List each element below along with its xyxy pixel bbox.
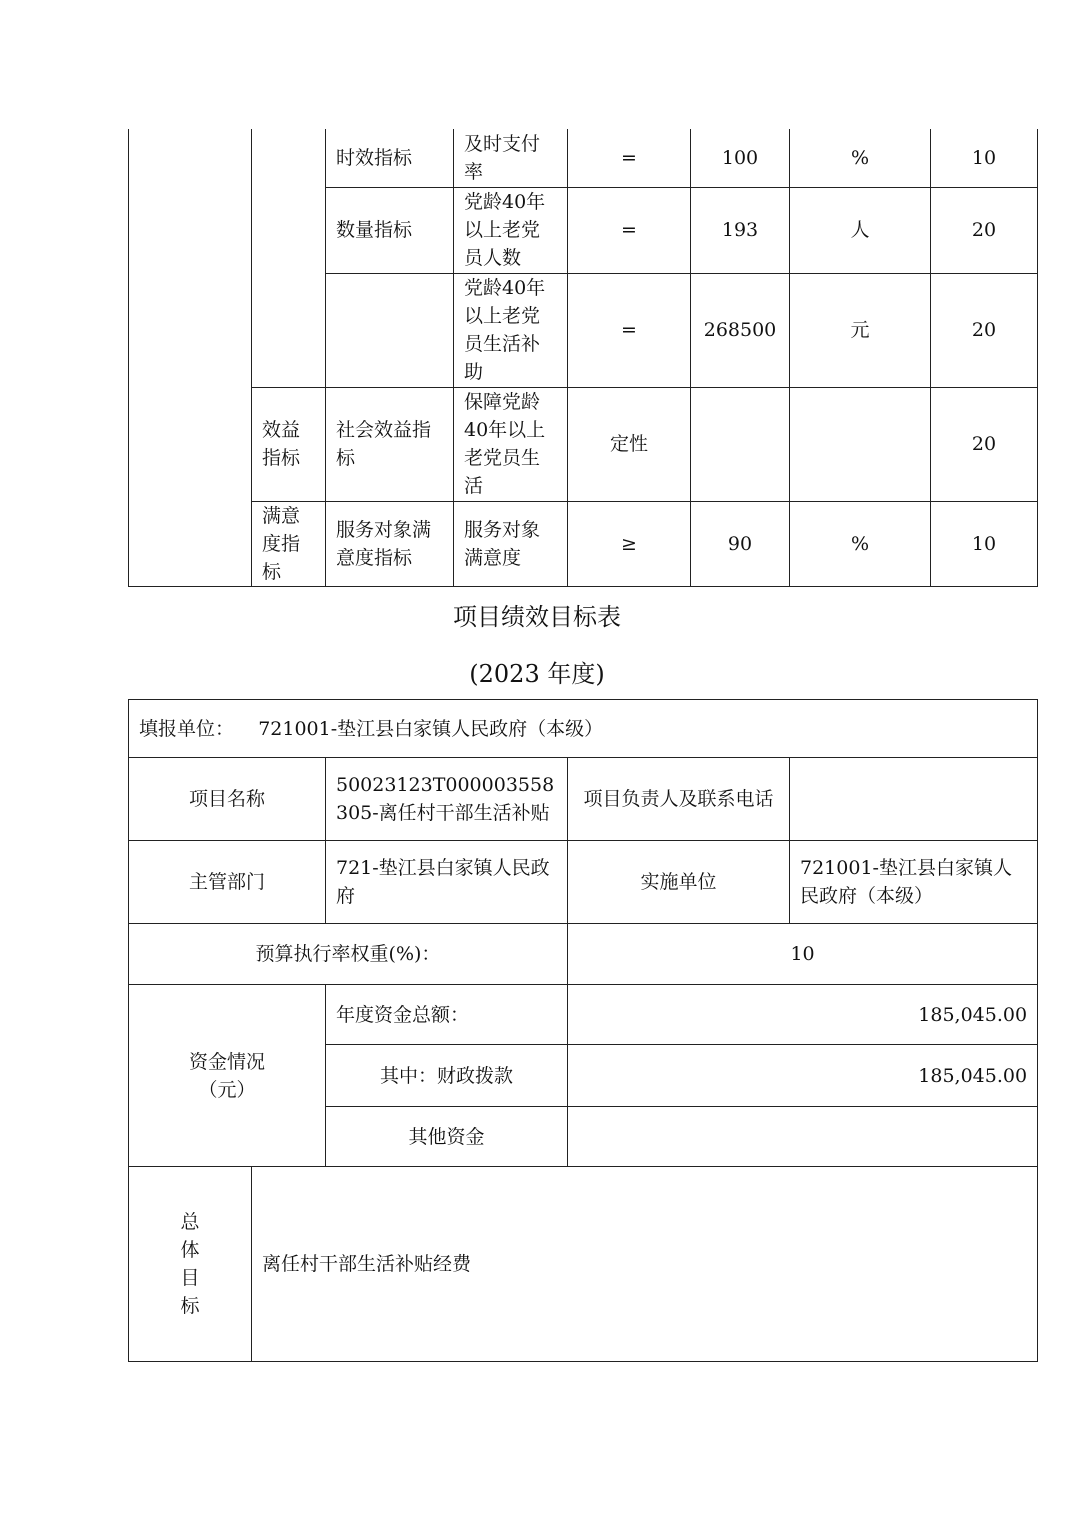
score-cell: 20 — [931, 273, 1038, 387]
level2-cell: 服务对象满意度指标 — [326, 501, 454, 586]
operator-cell: = — [568, 273, 691, 387]
table-row — [129, 700, 1038, 758]
table-row — [129, 758, 1038, 841]
score-cell: 10 — [931, 501, 1038, 586]
performance-indicator-table — [128, 129, 1038, 587]
unit-cell: % — [790, 501, 931, 586]
value-cell: 268500 — [691, 273, 790, 387]
value-cell — [691, 387, 790, 501]
operator-cell: = — [568, 187, 691, 273]
level3-cell: 及时支付率 — [454, 129, 568, 187]
funds-label — [129, 985, 326, 1167]
page-title: 项目绩效目标表 — [453, 603, 621, 631]
unit-cell — [790, 387, 931, 501]
fiscal-value: 185,045.00 — [568, 1045, 1038, 1107]
goal-label — [129, 1167, 252, 1362]
goal-label-text: 总体目标 — [180, 1211, 200, 1317]
score-cell: 20 — [931, 387, 1038, 501]
dept-label: 主管部门 — [129, 841, 326, 924]
goal-value: 离任村干部生活补贴经费 — [252, 1167, 1038, 1362]
level1-cell: 满意度指标 — [252, 501, 326, 586]
unit-cell: % — [790, 129, 931, 187]
value-cell: 90 — [691, 501, 790, 586]
operator-cell: 定性 — [568, 387, 691, 501]
weight-label: 预算执行率权重(%)： — [129, 924, 568, 985]
other-funds-label: 其他资金 — [326, 1107, 568, 1167]
level3-cell: 保障党龄40年以上老党员生活 — [454, 387, 568, 501]
table-row — [129, 924, 1038, 985]
project-name-label: 项目名称 — [129, 758, 326, 841]
level1-cell: 效益指标 — [252, 387, 326, 501]
table-row — [129, 985, 1038, 1045]
unit-cell: 人 — [790, 187, 931, 273]
filing-unit-cell — [129, 700, 1038, 758]
unit-cell: 元 — [790, 273, 931, 387]
project-name-value: 50023123T000003558305-离任村干部生活补贴 — [326, 758, 568, 841]
funds-label-text: 资金情况（元） — [188, 1050, 265, 1101]
impl-label: 实施单位 — [568, 841, 790, 924]
dept-value: 721-垫江县白家镇人民政府 — [326, 841, 568, 924]
level3-cell: 党龄40年以上老党员人数 — [454, 187, 568, 273]
weight-value: 10 — [568, 924, 1038, 985]
annual-total-label: 年度资金总额： — [326, 985, 568, 1045]
level2-cell — [326, 273, 454, 387]
score-cell: 20 — [931, 187, 1038, 273]
level3-cell: 党龄40年以上老党员生活补助 — [454, 273, 568, 387]
impl-value: 721001-垫江县白家镇人民政府（本级） — [790, 841, 1038, 924]
other-funds-value — [568, 1107, 1038, 1167]
level0-cell — [129, 129, 252, 586]
fiscal-label: 其中：财政拨款 — [326, 1045, 568, 1107]
level1-cell — [252, 129, 326, 387]
annual-total-value: 185,045.00 — [568, 985, 1038, 1045]
table-row — [129, 129, 1038, 187]
table-row — [129, 841, 1038, 924]
table-row — [129, 387, 1038, 501]
level2-cell: 社会效益指标 — [326, 387, 454, 501]
filing-unit-label: 填报单位： — [139, 717, 235, 740]
contact-label: 项目负责人及联系电话 — [568, 758, 790, 841]
operator-cell: = — [568, 129, 691, 187]
value-cell: 193 — [691, 187, 790, 273]
score-cell: 10 — [931, 129, 1038, 187]
level3-cell: 服务对象满意度 — [454, 501, 568, 586]
level2-cell: 时效指标 — [326, 129, 454, 187]
project-form-table — [128, 699, 1038, 1362]
operator-cell: ≥ — [568, 501, 691, 586]
level2-cell: 数量指标 — [326, 187, 454, 273]
contact-value — [790, 758, 1038, 841]
filing-unit-value: 721001-垫江县白家镇人民政府（本级） — [258, 717, 604, 740]
table-row — [129, 501, 1038, 586]
table-row — [129, 1167, 1038, 1362]
value-cell: 100 — [691, 129, 790, 187]
page-subtitle: (2023 年度) — [469, 660, 605, 688]
